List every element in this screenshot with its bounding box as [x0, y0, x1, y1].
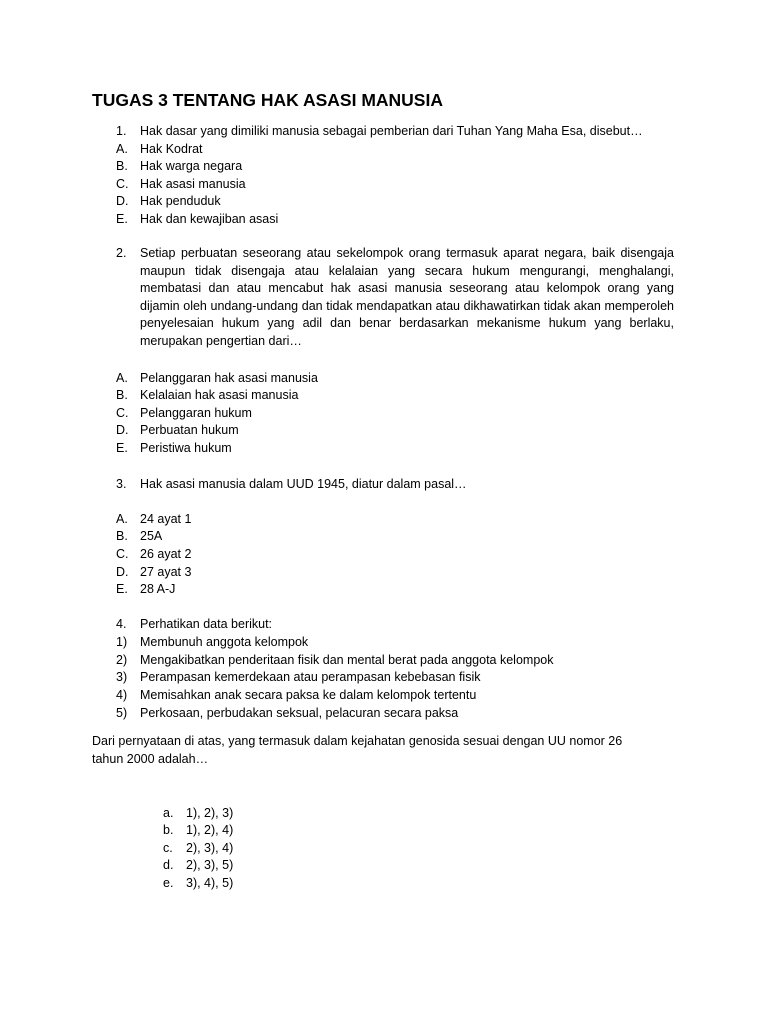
option-text: 24 ayat 1: [140, 512, 192, 526]
question-number: 2.: [116, 246, 127, 260]
option-label: A.: [116, 142, 128, 156]
option-text: Hak asasi manusia: [140, 177, 246, 191]
option-text: 25A: [140, 529, 163, 543]
option-label: D.: [116, 194, 129, 208]
question-text: Hak dasar yang dimiliki manusia sebagai pemberian dari Tuhan Yang Maha Esa, disebut…: [140, 124, 643, 138]
option-text: Pelanggaran hak asasi manusia: [140, 371, 318, 385]
q3-option-a: [116, 511, 191, 529]
option-text: 1), 2), 4): [186, 823, 234, 837]
item-label: 2): [116, 653, 128, 667]
q4-tail-text: Dari pernyataan di atas, yang termasuk dalam kejahatan genosida sesuai dengan UU nomor 26 tahun 2000 adalah…: [92, 734, 623, 766]
option-label: D.: [116, 565, 129, 579]
q1-option-b: [116, 158, 242, 176]
question-number: 1.: [116, 124, 127, 138]
item-text: Memisahkan anak secara paksa ke dalam kelompok tertentu: [140, 688, 477, 702]
option-text: 27 ayat 3: [140, 565, 192, 579]
question-number: 3.: [116, 477, 127, 491]
option-text: 2), 3), 4): [186, 841, 234, 855]
option-label: b.: [163, 823, 174, 837]
question-text: Perhatikan data berikut:: [140, 617, 273, 631]
question-text: Hak asasi manusia dalam UUD 1945, diatur dalam pasal…: [140, 477, 467, 491]
item-label: 5): [116, 706, 128, 720]
q1-option-c: [116, 176, 246, 194]
option-text: 2), 3), 5): [186, 858, 234, 872]
question-2: [116, 245, 674, 350]
q4-option-a: [163, 805, 233, 823]
question-3: [116, 476, 467, 494]
option-label: a.: [163, 806, 174, 820]
option-label: E.: [116, 441, 128, 455]
q1-option-a: [116, 141, 203, 159]
option-label: C.: [116, 547, 129, 561]
item-label: 4): [116, 688, 128, 702]
option-label: E.: [116, 582, 128, 596]
page-title: TUGAS 3 TENTANG HAK ASASI MANUSIA: [92, 90, 443, 110]
question-1: [116, 123, 643, 141]
option-label: C.: [116, 177, 129, 191]
option-text: Perbuatan hukum: [140, 423, 239, 437]
option-label: A.: [116, 512, 128, 526]
q2-option-c: [116, 405, 252, 423]
option-text: 28 A-J: [140, 582, 176, 596]
option-text: Kelalaian hak asasi manusia: [140, 388, 299, 402]
option-label: d.: [163, 858, 174, 872]
option-label: B.: [116, 159, 128, 173]
item-label: 1): [116, 635, 128, 649]
option-text: Pelanggaran hukum: [140, 406, 252, 420]
q4-option-c: [163, 840, 233, 858]
q1-option-d: [116, 193, 221, 211]
option-label: c.: [163, 841, 173, 855]
item-text: Perampasan kemerdekaan atau perampasan kebebasan fisik: [140, 670, 481, 684]
q4-item-3: [116, 669, 481, 687]
item-text: Membunuh anggota kelompok: [140, 635, 309, 649]
q4-option-b: [163, 822, 233, 840]
option-text: Hak warga negara: [140, 159, 243, 173]
option-label: e.: [163, 876, 174, 890]
question-text: Setiap perbuatan seseorang atau sekelompok orang termasuk aparat negara, baik disengaja maupun tidak disengaja atau kelalaian yang secara hukum mengurangi, menghalangi, membatasi dan atau mencabut hak asasi manusia seseorang atau kelompok orang yang dijamin oleh undang-undang dan tidak mendapatkan atau dikhawatirkan tidak akan memperoleh penyelesaian hukum yang adil dan benar berdasarkan mekanisme hukum yang berlaku, merupakan pengertian dari…: [140, 246, 674, 348]
q2-option-a: [116, 370, 318, 388]
option-text: Hak Kodrat: [140, 142, 203, 156]
q4-item-5: [116, 705, 458, 723]
q2-option-e: [116, 440, 232, 458]
item-text: Mengakibatkan penderitaan fisik dan mental berat pada anggota kelompok: [140, 653, 554, 667]
q4-item-4: [116, 687, 476, 705]
q4-item-2: [116, 652, 553, 670]
q3-option-c: [116, 546, 191, 564]
q2-option-b: [116, 387, 298, 405]
q2-option-d: [116, 422, 239, 440]
q4-option-e: [163, 875, 233, 893]
item-label: 3): [116, 670, 128, 684]
q3-option-e: [116, 581, 175, 599]
option-text: Hak dan kewajiban asasi: [140, 212, 279, 226]
item-text: Perkosaan, perbudakan seksual, pelacuran secara paksa: [140, 706, 459, 720]
option-text: Hak penduduk: [140, 194, 221, 208]
q3-option-d: [116, 564, 191, 582]
option-text: Peristiwa hukum: [140, 441, 232, 455]
q4-item-1: [116, 634, 308, 652]
question-number: 4.: [116, 617, 127, 631]
option-text: 3), 4), 5): [186, 876, 234, 890]
option-label: A.: [116, 371, 128, 385]
question-4: [116, 616, 272, 634]
option-label: B.: [116, 388, 128, 402]
q3-option-b: [116, 528, 162, 546]
option-label: C.: [116, 406, 129, 420]
option-text: 1), 2), 3): [186, 806, 234, 820]
q4-option-d: [163, 857, 233, 875]
option-label: B.: [116, 529, 128, 543]
option-text: 26 ayat 2: [140, 547, 192, 561]
option-label: E.: [116, 212, 128, 226]
option-label: D.: [116, 423, 129, 437]
q1-option-e: [116, 211, 278, 229]
